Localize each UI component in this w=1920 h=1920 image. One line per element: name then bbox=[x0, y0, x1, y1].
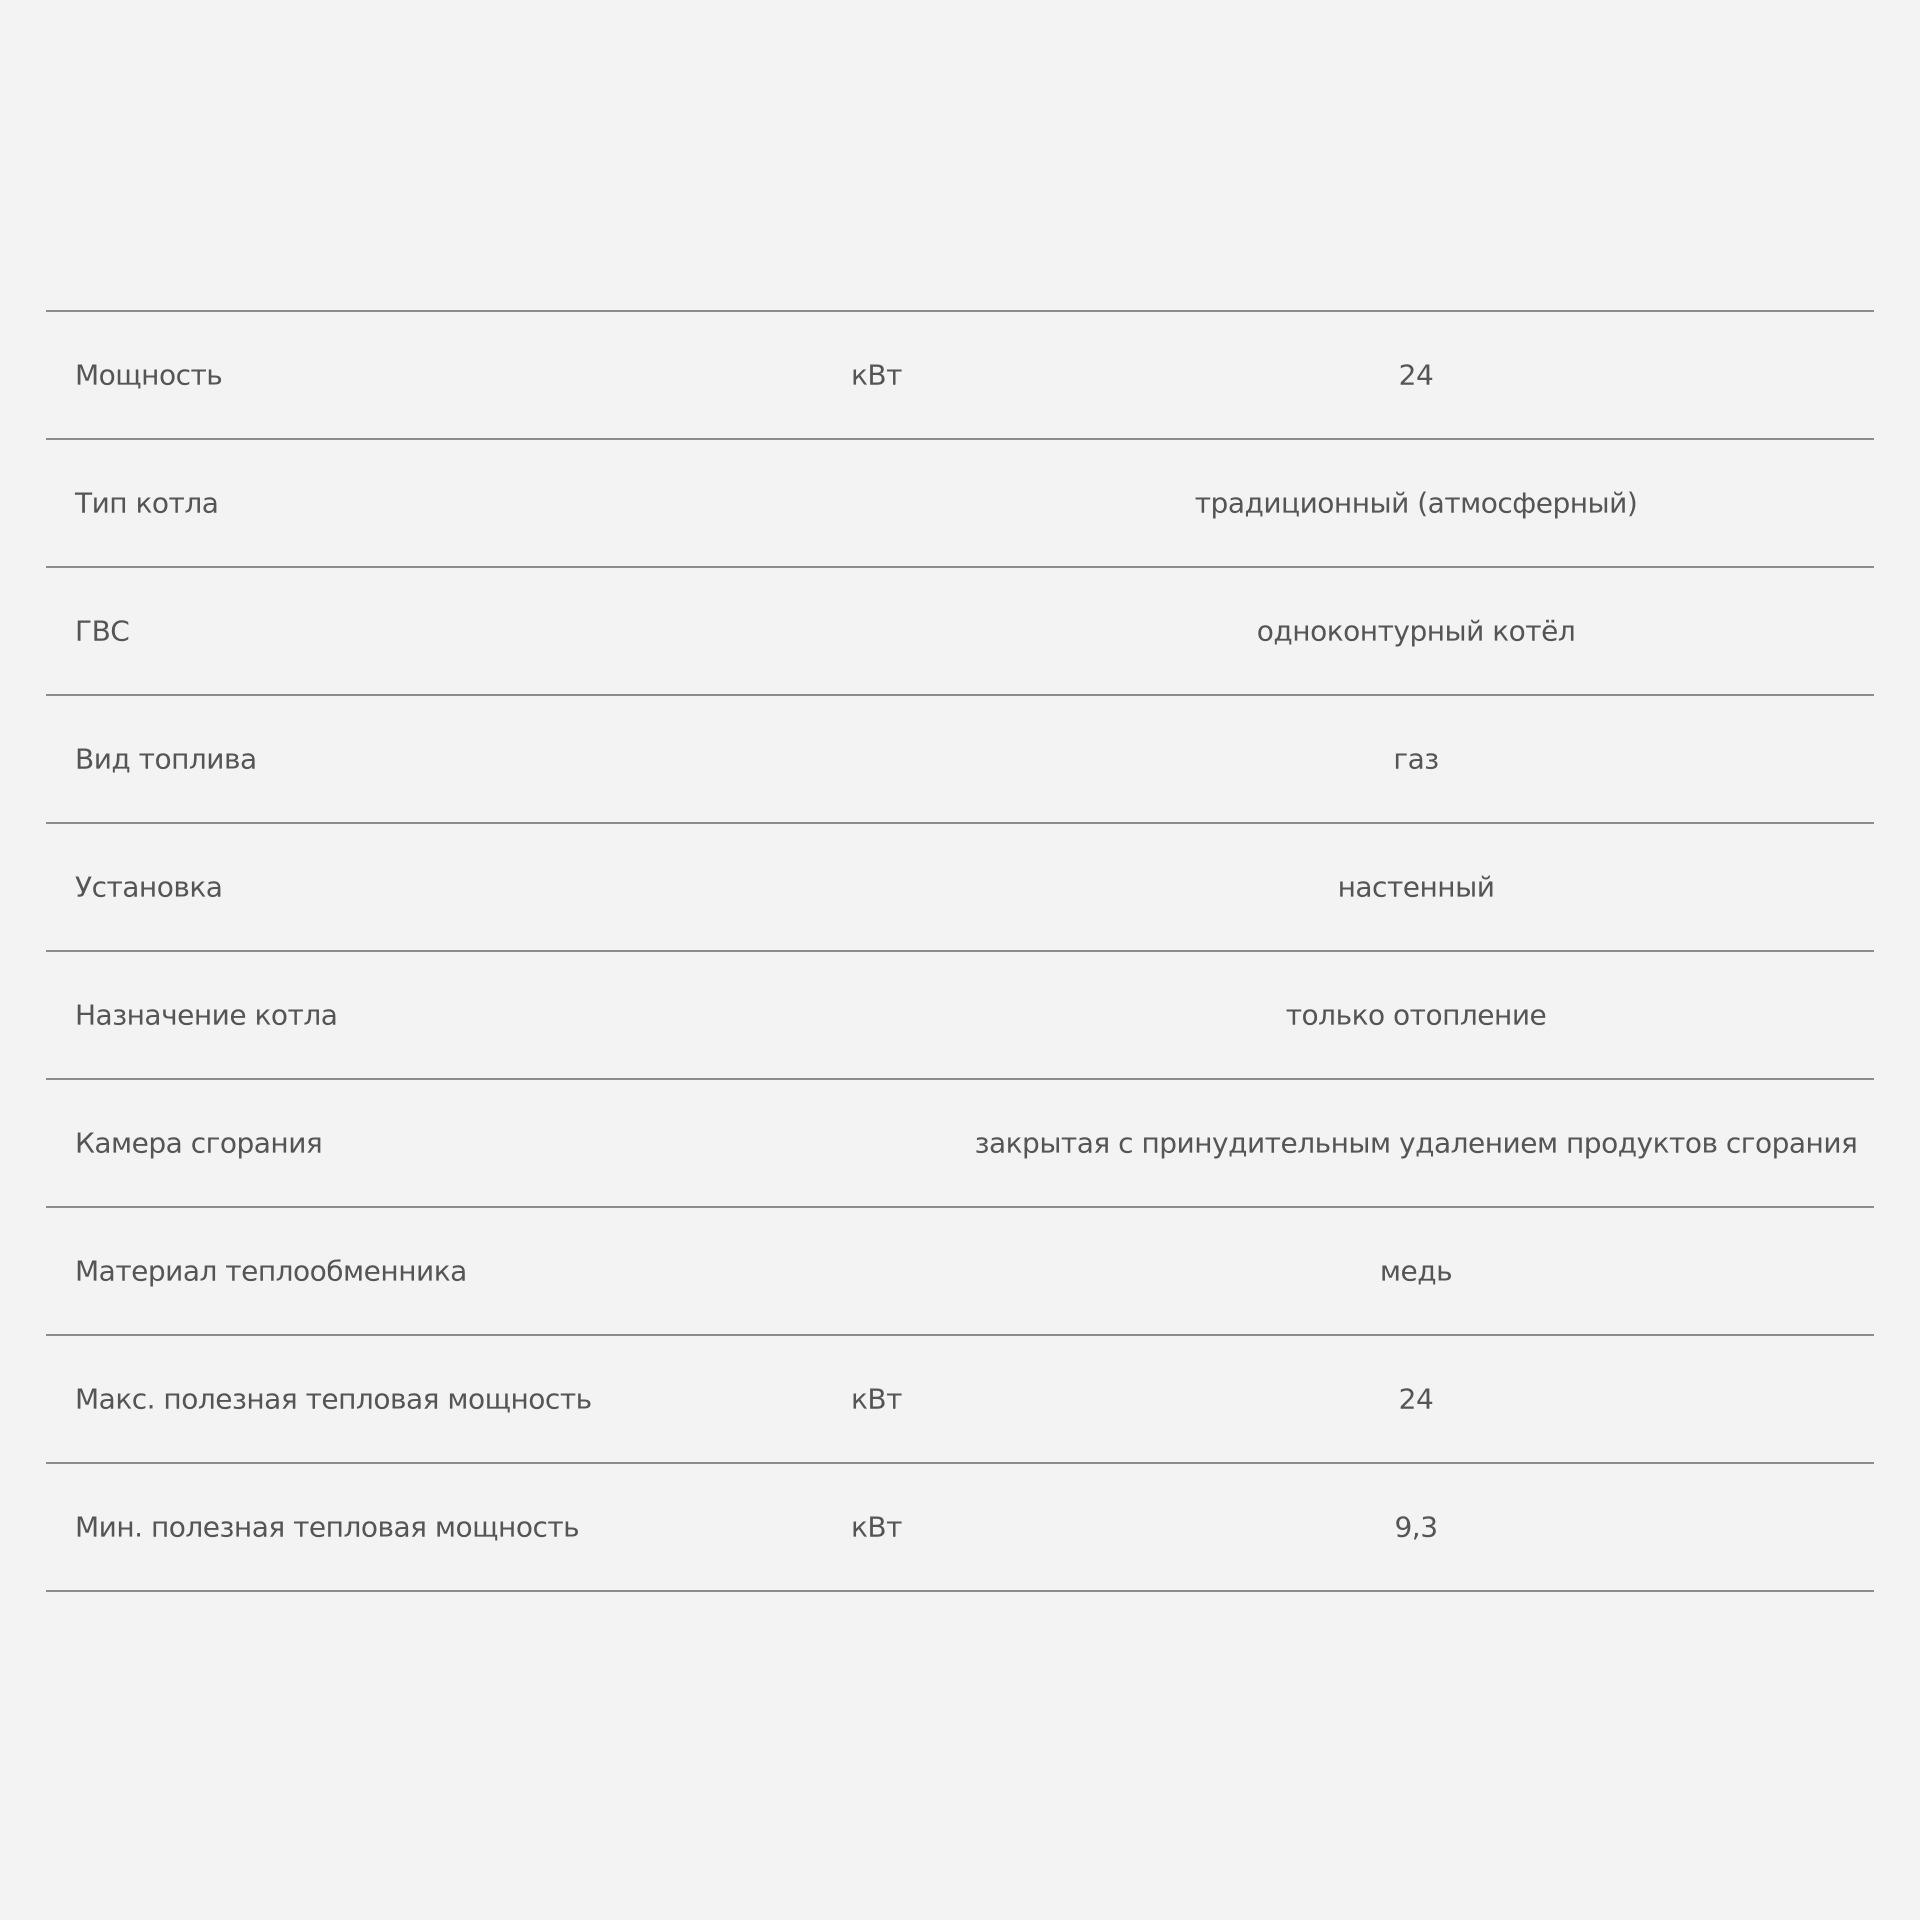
spec-unit: кВт bbox=[851, 358, 902, 392]
spec-value: медь bbox=[1379, 1254, 1453, 1288]
spec-name: Назначение котла bbox=[75, 998, 338, 1032]
spec-value: традиционный (атмосферный) bbox=[1194, 486, 1638, 520]
spec-row-combustion-chamber bbox=[46, 1080, 1874, 1208]
spec-name: Установка bbox=[75, 870, 223, 904]
spec-value: 24 bbox=[1398, 358, 1434, 392]
spec-row-boiler-type bbox=[46, 440, 1874, 568]
spec-row-max-heat-output bbox=[46, 1336, 1874, 1464]
spec-unit: кВт bbox=[851, 1382, 902, 1416]
spec-value: только отопление bbox=[1285, 998, 1547, 1032]
specs-table bbox=[46, 310, 1874, 1592]
spec-row-heat-exchanger-material bbox=[46, 1208, 1874, 1336]
spec-value: настенный bbox=[1337, 870, 1495, 904]
spec-row-installation bbox=[46, 824, 1874, 952]
spec-row-purpose bbox=[46, 952, 1874, 1080]
spec-name: Камера сгорания bbox=[75, 1126, 323, 1160]
spec-name: Материал теплообменника bbox=[75, 1254, 467, 1288]
spec-value: 24 bbox=[1398, 1382, 1434, 1416]
spec-name: ГВС bbox=[75, 614, 130, 648]
spec-name: Вид топлива bbox=[75, 742, 257, 776]
spec-unit: кВт bbox=[851, 1510, 902, 1544]
spec-row-hot-water bbox=[46, 568, 1874, 696]
spec-value: закрытая с принудительным удалением продуктов сгорания bbox=[974, 1126, 1858, 1160]
spec-name: Мощность bbox=[75, 358, 223, 392]
spec-row-power bbox=[46, 312, 1874, 440]
spec-row-fuel-type bbox=[46, 696, 1874, 824]
spec-name: Тип котла bbox=[75, 486, 219, 520]
spec-row-min-heat-output bbox=[46, 1464, 1874, 1592]
spec-value: 9,3 bbox=[1394, 1510, 1438, 1544]
spec-value: одноконтурный котёл bbox=[1256, 614, 1576, 648]
spec-value: газ bbox=[1393, 742, 1439, 776]
spec-name: Мин. полезная тепловая мощность bbox=[75, 1510, 580, 1544]
spec-name: Макс. полезная тепловая мощность bbox=[75, 1382, 592, 1416]
